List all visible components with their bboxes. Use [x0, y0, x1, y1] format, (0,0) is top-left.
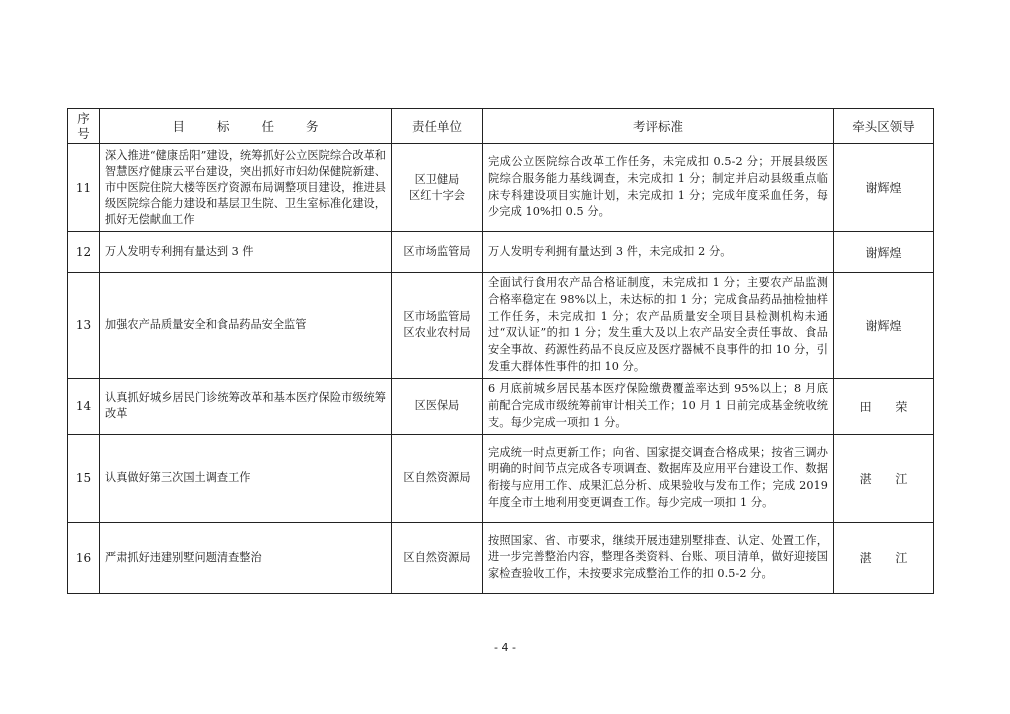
row-task: 加强农产品质量安全和食品药品安全监管 [100, 273, 392, 379]
row-standard: 全面试行食用农产品合格证制度，未完成扣 1 分；主要农产品监测合格率稳定在 98%以上，未达标的扣 1 分；完成食品药品抽检抽样工作任务，未完成扣 1 分；农产品质量安全项目县检测机构未通过“双认证”的扣 1 分；发生重大及以上农产品安全责任事故、食品安全事故、药源性药品不良反应及医疗器械不良事件的扣 10 分，引发重大群体性事件的扣 10 分。 [483, 273, 834, 379]
row-unit: 区市场监管局 区农业农村局 [392, 273, 483, 379]
row-leader: 谢辉煌 [834, 273, 934, 379]
row-task: 认真做好第三次国土调查工作 [100, 434, 392, 522]
row-unit: 区医保局 [392, 378, 483, 434]
row-standard: 完成统一时点更新工作；向省、国家提交调查合格成果；按省三调办明确的时间节点完成各专项调查、数据库及应用平台建设工作、数据衔接与应用工作、成果汇总分析、成果验收与发布工作；完成 2019 年度全市土地利用变更调查工作。每少完成一项扣 1 分。 [483, 434, 834, 522]
header-serial-number: 序 号 [68, 109, 100, 144]
table-header-row [68, 109, 934, 144]
row-number: 13 [68, 273, 100, 379]
row-leader: 谢辉煌 [834, 144, 934, 232]
table-row [68, 144, 934, 232]
row-unit: 区市场监管局 [392, 232, 483, 273]
table-row [68, 434, 934, 522]
row-unit: 区自然资源局 [392, 434, 483, 522]
row-unit: 区卫健局 区红十字会 [392, 144, 483, 232]
row-task: 深入推进“健康岳阳”建设，统筹抓好公立医院综合改革和智慧医疗健康云平台建设，突出抓好市妇幼保健院新建、市中医院住院大楼等医疗资源布局调整项目建设，推进县级医院综合能力建设和基层卫生院、卫生室标准化建设，抓好无偿献血工作 [100, 144, 392, 232]
row-number: 11 [68, 144, 100, 232]
row-task: 严肃抓好违建别墅问题清查整治 [100, 522, 392, 593]
row-leader: 田 荣 [834, 378, 934, 434]
row-standard: 万人发明专利拥有量达到 3 件，未完成扣 2 分。 [483, 232, 834, 273]
header-responsible-unit: 责任单位 [392, 109, 483, 144]
header-task: 目 标 任 务 [100, 109, 392, 144]
row-number: 16 [68, 522, 100, 593]
row-number: 14 [68, 378, 100, 434]
row-standard: 按照国家、省、市要求，继续开展违建别墅排查、认定、处置工作，进一步完善整治内容，整理各类资料、台账、项目清单，做好迎接国家检查验收工作，未按要求完成整治工作的扣 0.5-2 分。 [483, 522, 834, 593]
row-leader: 谢辉煌 [834, 232, 934, 273]
row-leader: 湛 江 [834, 522, 934, 593]
table-row [68, 522, 934, 593]
row-standard: 6 月底前城乡居民基本医疗保险缴费覆盖率达到 95%以上；8 月底前配合完成市级统筹前审计相关工作；10 月 1 日前完成基金统收统支。每少完成一项扣 1 分。 [483, 378, 834, 434]
row-number: 12 [68, 232, 100, 273]
row-standard: 完成公立医院综合改革工作任务，未完成扣 0.5-2 分；开展县级医院综合服务能力基线调查，未完成扣 1 分；制定并启动县级重点临床专科建设项目实施计划，未完成扣 1 分；完成年度采血任务，每少完成 10%扣 0.5 分。 [483, 144, 834, 232]
row-unit: 区自然资源局 [392, 522, 483, 593]
row-number: 15 [68, 434, 100, 522]
row-task: 万人发明专利拥有量达到 3 件 [100, 232, 392, 273]
table-row [68, 378, 934, 434]
task-table [67, 108, 934, 594]
table-row [68, 232, 934, 273]
row-task: 认真抓好城乡居民门诊统筹改革和基本医疗保险市级统筹改革 [100, 378, 392, 434]
table-row [68, 273, 934, 379]
header-lead-leader: 牵头区领导 [834, 109, 934, 144]
row-leader: 湛 江 [834, 434, 934, 522]
page-number: - 4 - [494, 641, 516, 654]
header-evaluation-standard: 考评标准 [483, 109, 834, 144]
